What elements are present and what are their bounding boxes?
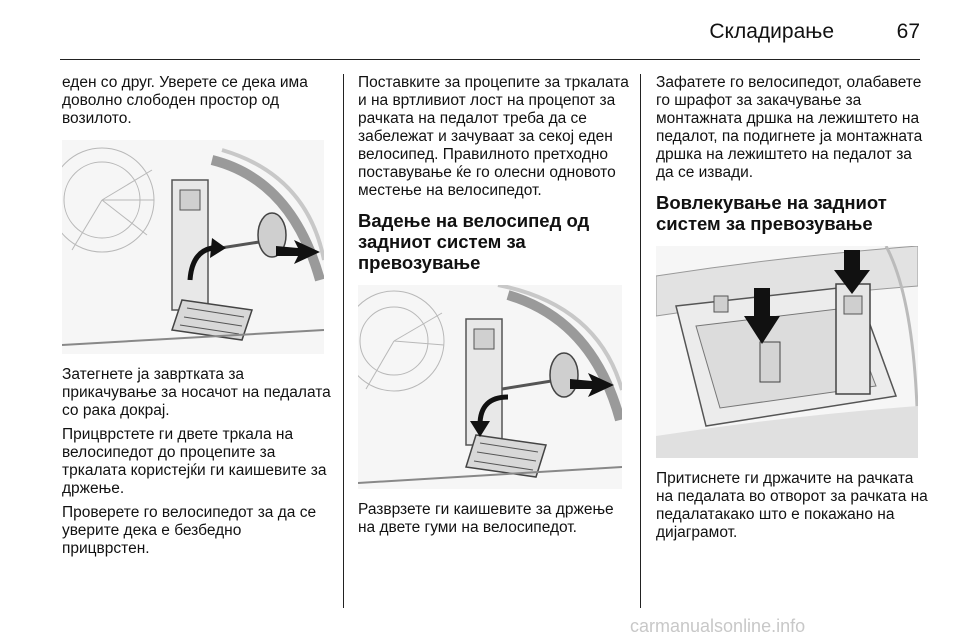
section-title: Складирање	[709, 20, 834, 43]
col1-paragraph-2: Затегнете ја завртката за прикачување за носачот на педалата со рака докрај.	[62, 366, 331, 419]
column-3	[656, 74, 928, 548]
col2-heading: Вадење на велосипед од задниот систем за превозување	[358, 210, 590, 273]
column-1	[62, 74, 332, 564]
col2-paragraph-2: Разврзете ги каишевите за држење на двете гуми на велосипедот.	[358, 501, 614, 536]
column-divider-1	[343, 74, 344, 608]
col1-paragraph-4: Проверете го велосипедот за да се уверите дека е безбедно прицврстен.	[62, 504, 317, 557]
col3-paragraph-1: Зафатете го велосипедот, олабавете го шрафот за закачување за монтажната дршка на лежиштето на педалот, па подигнете ја монтажната дршка на лежиштето на педалот за да се извади.	[656, 74, 923, 181]
column-divider-2	[640, 74, 641, 608]
illustration-pedal-clamp-tighten	[62, 140, 324, 354]
page-number: 67	[896, 20, 920, 43]
col1-paragraph-1: еден со друг. Уверете се дека има доволно слободен простор од возилото.	[62, 74, 308, 127]
col1-paragraph-3: Прицврстете ги двете тркала на велосипедот до процепите за тркалата користејќи ги каишевите за држење.	[62, 426, 327, 497]
illustration-retract-carrier	[656, 246, 918, 458]
page-header	[60, 0, 920, 60]
col3-heading: Вовлекување на задниот систем за превозување	[656, 192, 887, 234]
illustration-strap-release	[358, 285, 622, 489]
col2-paragraph-1: Поставките за процепите за тркалата и на вртливиот лост на процепот за рачката на педалот треба да се забележат и зачуваат за секој еден велосипед. Правилното претходно поставување ќе го олесни одновото местење на велосипедот.	[358, 74, 629, 199]
watermark-text: carmanualsonline.info	[630, 616, 806, 636]
col3-paragraph-2: Притиснете ги држачите на рачката на педалата во отворот за рачката на педалатакако што е покажано на дијаграмот.	[656, 470, 928, 541]
column-2	[358, 74, 630, 543]
